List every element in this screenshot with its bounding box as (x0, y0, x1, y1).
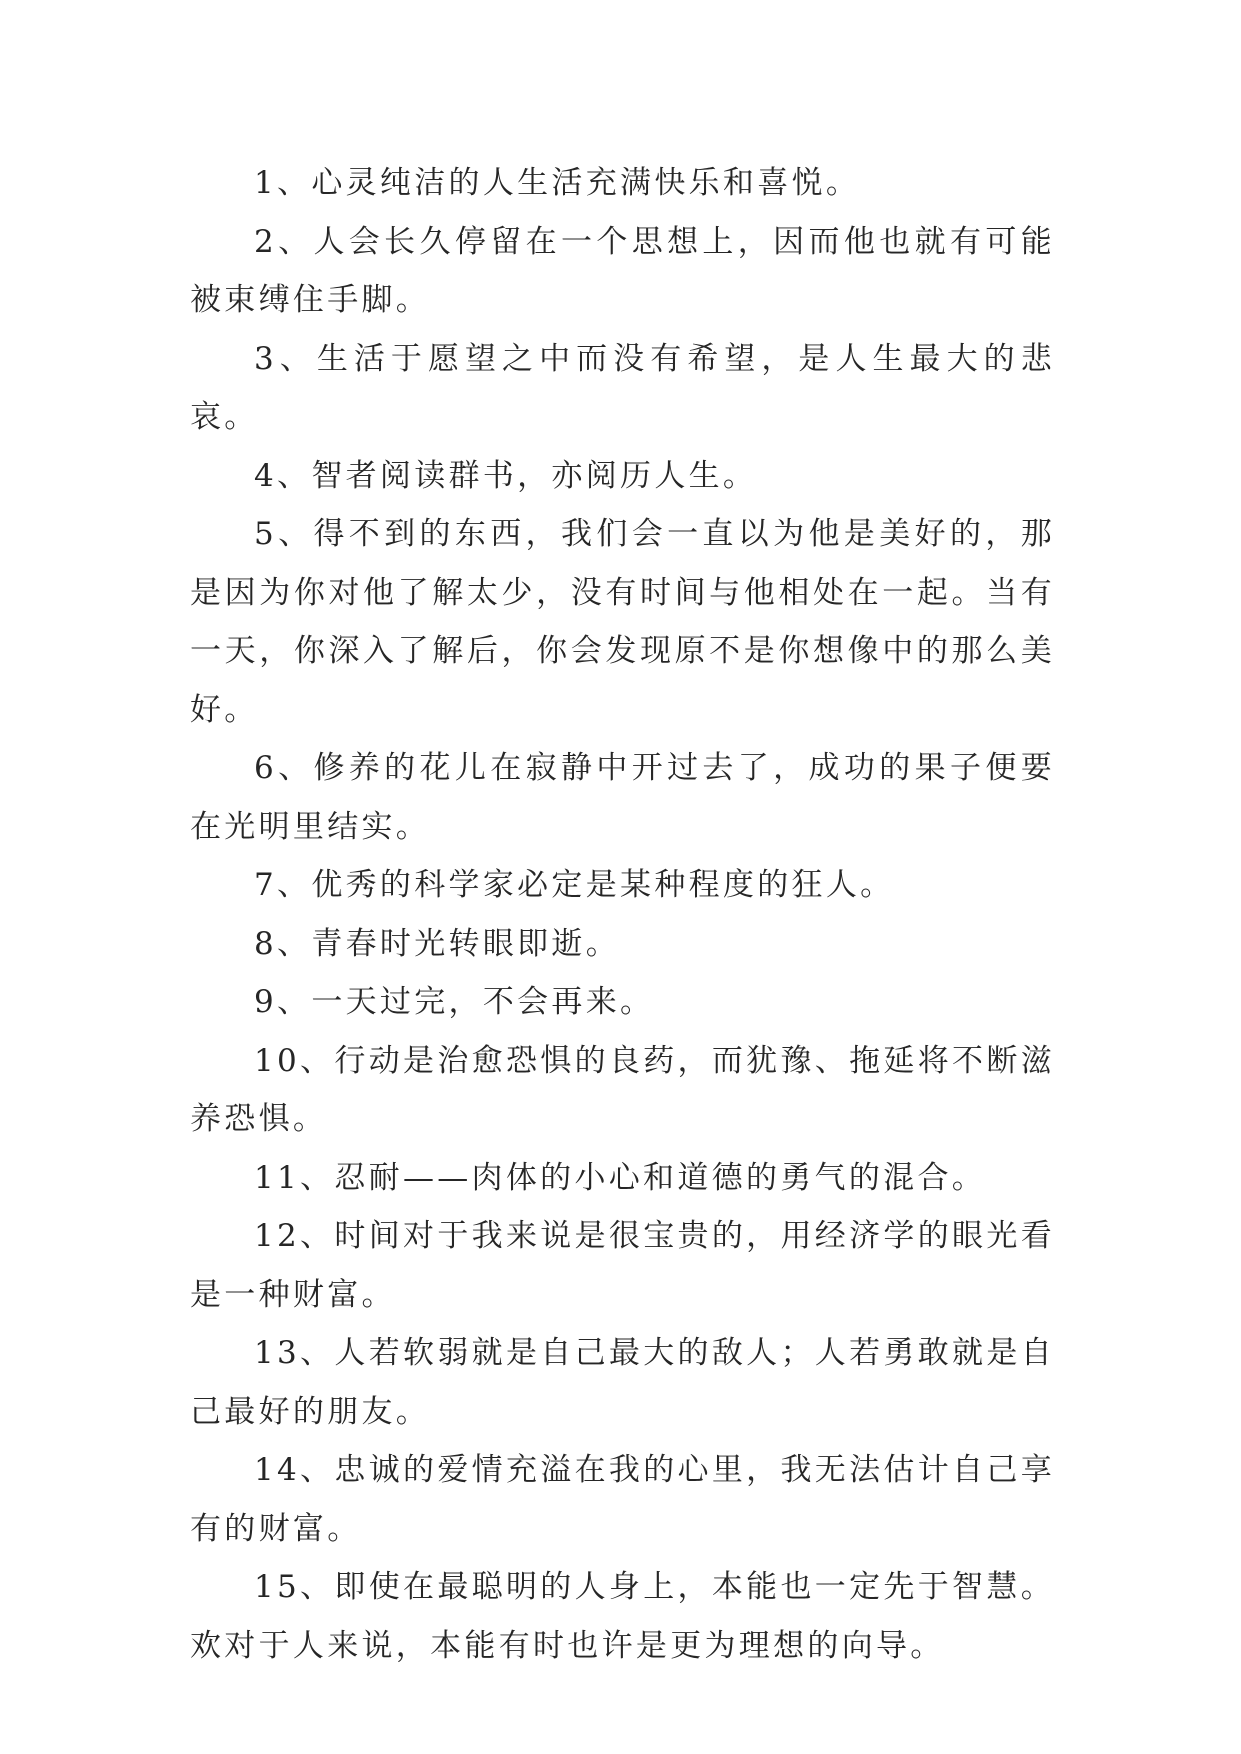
quote-paragraph-7: 7、优秀的科学家必定是某种程度的狂人。 (254, 867, 895, 903)
quote-paragraph-5: 5、得不到的东西，我们会一直以为他是美好的，那是因为你对他了解太少，没有时间与他相处在一起。当有一天，你深入了解后，你会发现原不是你想像中的那么美好。 (190, 516, 1055, 728)
quote-paragraph-10: 10、行动是治愈恐惧的良药，而犹豫、拖延将不断滋养恐惧。 (190, 1042, 1055, 1137)
quote-paragraph-13: 13、人若软弱就是自己最大的敌人；人若勇敢就是自己最好的朋友。 (190, 1335, 1055, 1430)
quote-paragraph-8: 8、青春时光转眼即逝。 (254, 925, 621, 962)
quote-paragraph-4: 4、智者阅读群书，亦阅历人生。 (254, 457, 758, 494)
quote-paragraph-12: 12、时间对于我来说是很宝贵的，用经济学的眼光看是一种财富。 (190, 1218, 1055, 1313)
document-body (190, 154, 1055, 1675)
quote-paragraph-11: 11、忍耐——肉体的小心和道德的勇气的混合。 (254, 1159, 987, 1196)
quote-paragraph-14: 14、忠诚的爱情充溢在我的心里，我无法估计自己享有的财富。 (190, 1452, 1055, 1547)
quote-paragraph-6: 6、修养的花儿在寂静中开过去了，成功的果子便要在光明里结实。 (190, 750, 1055, 845)
quote-paragraph-9: 9、一天过完，不会再来。 (254, 984, 655, 1020)
quote-paragraph-1: 1、心灵纯洁的人生活充满快乐和喜悦。 (254, 165, 861, 201)
quote-paragraph-15: 15、即使在最聪明的人身上，本能也一定先于智慧。欢对于人来说，本能有时也许是更为理想的向导。 (190, 1569, 1055, 1664)
quote-paragraph-3: 3、生活于愿望之中而没有希望，是人生最大的悲哀。 (190, 340, 1055, 435)
quote-paragraph-2: 2、人会长久停留在一个思想上，因而他也就有可能被束缚住手脚。 (190, 223, 1055, 318)
